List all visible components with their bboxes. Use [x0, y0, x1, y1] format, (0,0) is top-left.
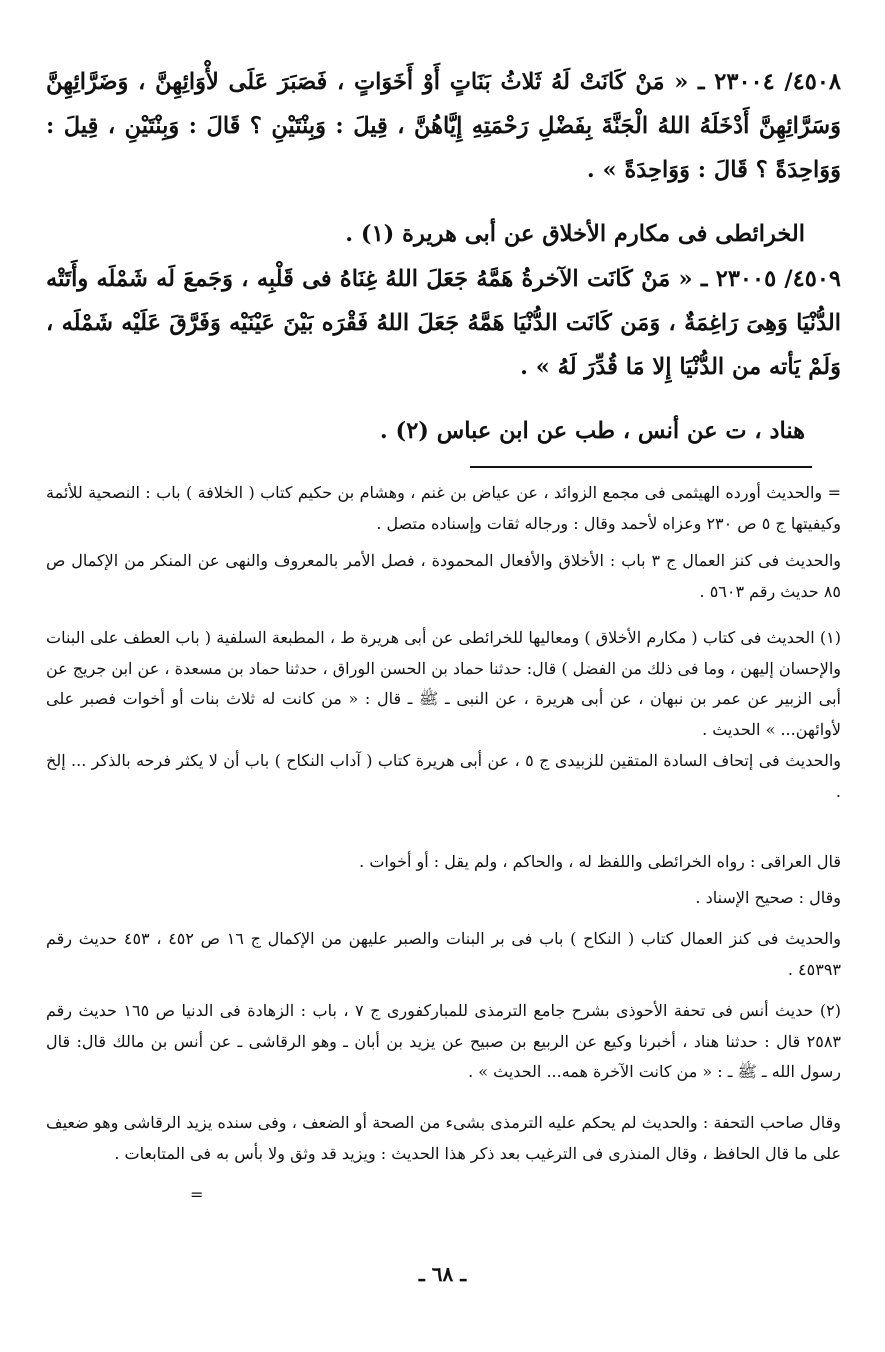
hadith-4508: ٤٥٠٨/ ٢٣٠٠٤ ـ « مَنْ كَانَتْ لَهُ ثَلاثُ بَنَاتٍ أَوْ أَخَوَاتٍ ، فَصَبَرَ عَلَى لأْوَائِهِنَّ ، وَضَرَّائِهِنَّ وَسَرَّائِهِنَّ أَدْخَلَهُ اللهُ الْجَنَّةَ بِفَضْلِ رَحْمَتِهِ إِيَّاهُنَّ ، قِيلَ : وَبِنْتَيْنِ ؟ قَالَ : وَبِنْتَيْنِ ، قِيلَ : وَوَاحِدَةً ؟ قَالَ : وَوَاحِدَةً » . [46, 69, 841, 183]
footnote-2-tuhfa: وقال صاحب التحفة : والحديث لم يحكم عليه الترمذى بشىء من الصحة أو الضعف ، وفى سنده يزيد الرقاشى وهو ضعيف على ما قال الحافظ ، وقال المنذرى فى الترغيب بعد ذكر هذا الحديث : ويزيد قد وثق ولا بأس به فى المتابعات . [46, 1113, 841, 1163]
hadith-4509: ٤٥٠٩/ ٢٣٠٠٥ ـ « مَنْ كَانَت الآخرةُ هَمَّهُ جَعَلَ اللهُ غِنَاهُ فى قَلْبِه ، وَجَمعَ لَه شَمْلَه وأَتَتْه الدُّنْيَا وَهِىَ رَاغِمَةٌ ، وَمَن كَانَت الدُّنْيَا هَمَّهُ جَعَلَ اللهُ فَقْرَه بَيْنَ عَيْنَيْه وَفَرَّقَ عَلَيْه شَمْلَه ، وَلَمْ يَأته من الدُّنْيَا إِلا مَا قُدِّرَ لَهُ » . [46, 266, 841, 380]
footnote-1-kanz-ummal-2: والحديث فى كنز العمال كتاب ( النكاح ) باب فى بر البنات والصبر عليهن من الإكمال ج ١٦ ص ٤٥٢ ، ٤٥٣ حديث رقم ٤٥٣٩٣ . [46, 929, 842, 979]
page-number: ـ ٦٨ ـ [418, 1262, 467, 1286]
source-4509: هناد ، ت عن أنس ، طب عن ابن عباس (٢) . [379, 418, 805, 444]
footnote-kanz-ummal-1: والحديث فى كنز العمال ج ٣ باب : الأخلاق والأفعال المحمودة ، فصل الأمر بالمعروف والنهى عن المنكر من الإكمال ص ٨٥ حديث رقم ٥٦٠٣ . [46, 551, 841, 601]
footnote-1: (١) الحديث فى كتاب ( مكارم الأخلاق ) ومعاليها للخرائطى عن أبى هريرة ط ، المطبعة السلفية ( باب العطف على البنات والإحسان إليهن ، وما فى ذلك من الفضل ) قال: حدثنا حماد بن الحسن الوراق ، حدثنا حماد بن مسعدة ، عن ابن جريج عن أبى الزبير عن عمر بن نبهان ، عن أبى هريرة ، عن النبى ـ ﷺ ـ قال : « من كانت له ثلاث بنات أو أخوات فصبر على لأوائهن... » الحديث . [45, 628, 841, 739]
footnote-1-iraqi: قال العراقى : رواه الخرائطى واللفظ له ، والحاكم ، ولم يقل : أو أخوات . [359, 852, 841, 871]
continuation-mark: = [190, 1185, 204, 1204]
footnote-separator [470, 466, 812, 468]
footnote-continuation-haythami: = والحديث أورده الهيثمى فى مجمع الزوائد ، عن عياض بن غنم ، وهشام بن حكيم كتاب ( الخلافة ) باب : النصحية للأئمة وكيفيتها ج ٥ ص ٢٣٠ وعزاه لأحمد وقال : ورجاله ثقات وإسناده متصل . [46, 483, 841, 533]
footnote-1-ithaf: والحديث فى إتحاف السادة المتقين للزبيدى ج ٥ ، عن أبى هريرة كتاب ( آداب النكاح ) باب أن لا يكثر فرحه بالذكر ... إلخ . [46, 751, 842, 801]
source-4508: الخرائطى فى مكارم الأخلاق عن أبى هريرة (١) . [345, 221, 805, 247]
footnote-2: (٢) حديث أنس فى تحفة الأحوذى بشرح جامع الترمذى للمباركفورى ج ٧ ، باب : الزهادة فى الدنيا ص ١٦٥ حديث رقم ٢٥٨٣ قال : حدثنا هناد ، أخبرنا وكيع عن الربيع بن صبيح عن يزيد بن أبان ـ وهو الرقاشى ـ عن أنس بن مالك قال: قال رسول الله ـ ﷺ ـ : « من كانت الآخرة همه... الحديث » . [46, 1001, 842, 1081]
footnote-1-sahih: وقال : صحيح الإسناد . [695, 888, 841, 907]
